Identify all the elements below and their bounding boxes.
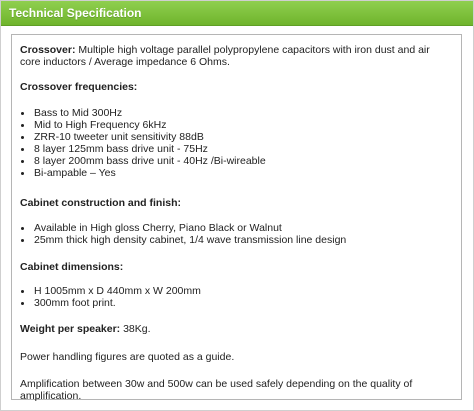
list-item: H 1005mm x D 440mm x W 200mm <box>34 285 453 297</box>
list-item: ZRR-10 tweeter unit sensitivity 88dB <box>34 131 453 143</box>
list-item: Mid to High Frequency 6kHz <box>34 119 453 131</box>
power-note: Power handling figures are quoted as a guide. <box>20 351 235 363</box>
panel-title: Technical Specification <box>9 6 142 20</box>
list-item: 25mm thick high density cabinet, 1/4 wave transmission line design <box>34 234 453 246</box>
list-item: 8 layer 200mm bass drive unit - 40Hz /Bi-wireable <box>34 155 453 167</box>
list-item: Bass to Mid 300Hz <box>34 107 453 119</box>
crossover-label: Crossover: <box>20 44 76 56</box>
cabinet-list <box>20 222 453 246</box>
amplification-note: Amplification between 30w and 500w can be used safely depending on the quality of amplification. <box>20 378 413 402</box>
weight-value: 38Kg. <box>123 323 151 335</box>
panel-header <box>1 1 473 26</box>
weight-paragraph <box>20 323 453 335</box>
cabinet-heading: Cabinet construction and finish: <box>20 197 182 209</box>
crossover-paragraph <box>20 44 453 68</box>
spec-content <box>11 34 462 400</box>
list-item: 8 layer 125mm bass drive unit - 75Hz <box>34 143 453 155</box>
weight-label: Weight per speaker: <box>20 323 121 335</box>
dimensions-heading: Cabinet dimensions: <box>20 261 124 273</box>
list-item: 300mm foot print. <box>34 297 453 309</box>
crossover-frequencies-heading: Crossover frequencies: <box>20 81 138 93</box>
list-item: Available in High gloss Cherry, Piano Black or Walnut <box>34 222 453 234</box>
list-item: Bi-ampable – Yes <box>34 167 453 179</box>
crossover-frequencies-list <box>20 107 453 179</box>
dimensions-list <box>20 285 453 309</box>
crossover-text: Multiple high voltage parallel polypropylene capacitors with iron dust and air core inductors / Average impedance 6 Ohms. <box>20 44 430 68</box>
